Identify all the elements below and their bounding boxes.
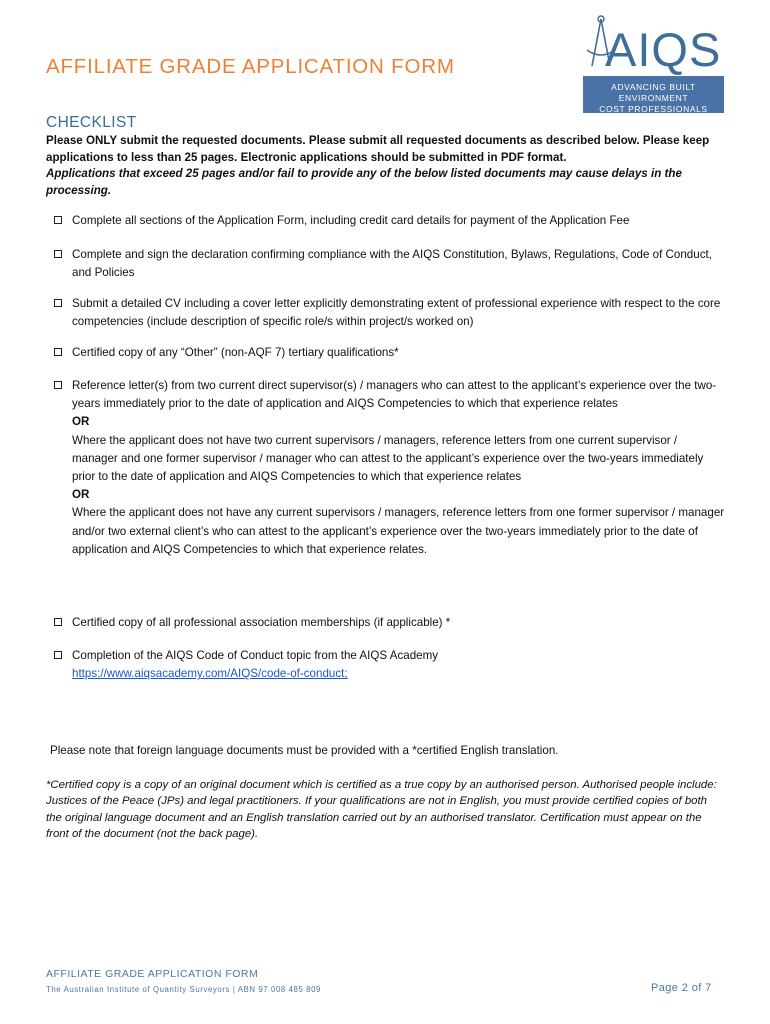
checkbox[interactable] [54,250,62,258]
reference-alternative-2: Where the applicant does not have any current supervisors / managers, reference letters from one former supervisor / manager and/or two external client’s who can attest to the applicant’s experience over the two-years immediately prior to the date of application and AIQS Competencies to which that experience relates. [72,506,725,556]
academy-link[interactable]: https://www.aiqsacademy.com/AIQS/code-of-conduct; [72,667,348,681]
checklist-item [54,647,726,683]
intro-instructions: Please ONLY submit the requested documents. Please submit all requested documents as described below. Please keep applications to less than 25 pages. Electronic applications should be submitted in PDF format. [46,134,710,164]
footer-title: AFFILIATE GRADE APPLICATION FORM [46,968,259,980]
checklist-item [54,246,726,282]
checkbox[interactable] [54,216,62,224]
aiqs-logo [583,14,724,114]
translation-note: Please note that foreign language documents must be provided with a *certified English translation. [50,744,559,757]
checkbox[interactable] [54,299,62,307]
certified-copy-footnote: *Certified copy is a copy of an original document which is certified as a true copy by an authorised person. Authorised people include: Justices of the Peace (JPs) and legal practitioners. If your qualifications are not in English, you must provide certified copies of both the original language document and an English translation carried out by an authorised translator. Certification must appear on the front of the document (not the back page). [46,779,717,840]
checklist-item-body [72,647,726,683]
logo-tagline-line-2: COST PROFESSIONALS [599,104,708,114]
checklist-intro [46,133,736,199]
checkbox[interactable] [54,618,62,626]
checklist-item-text: Certified copy of any “Other” (non-AQF 7) tertiary qualifications* [72,346,399,359]
logo-tagline-line-1: ADVANCING BUILT ENVIRONMENT [611,82,696,103]
checklist-item-text: Completion of the AIQS Code of Conduct topic from the AIQS Academy [72,649,439,662]
logo-wordmark: AIQS [605,23,722,76]
or-label: OR [72,415,90,429]
page-number: Page 2 of 7 [651,982,712,994]
reference-letter-requirement: Reference letter(s) from two current direct supervisor(s) / managers who can attest to the applicant’s experience over the two-years immediately prior to the date of application and AIQS Competencies to which that experience relates [72,379,717,411]
checklist-item [54,344,726,362]
intro-warning: Applications that exceed 25 pages and/or fail to provide any of the below listed documents may cause delays in the processing. [46,167,682,197]
checklist-item-text: Certified copy of all professional association memberships (if applicable) * [72,616,451,629]
footer-org: The Australian Institute of Quantity Surveyors | ABN 97 008 485 809 [46,985,321,994]
checkbox[interactable] [54,651,62,659]
checklist-heading: CHECKLIST [46,114,137,131]
checklist-item [54,377,726,559]
page-title: AFFILIATE GRADE APPLICATION FORM [46,55,455,78]
checklist-item-text: Submit a detailed CV including a cover letter explicitly demonstrating extent of professional experience with respect to the core competencies (include description of specific role/s within project/s worked on) [72,297,721,329]
checklist-item-text: Complete all sections of the Application Form, including credit card details for payment of the Application Fee [72,214,630,227]
checklist-item-body [72,377,726,559]
checklist-item [54,295,726,331]
checklist-item [54,614,726,632]
reference-alternative-1: Where the applicant does not have two current supervisors / managers, reference letters from one current supervisor / manager and one former supervisor / manager who can attest to the applicant’s experience over the two-years immediately prior to the date of application and AIQS Competencies to which that experience relates [72,433,704,484]
checkbox[interactable] [54,348,62,356]
logo-tagline [583,76,724,113]
checklist-item-text: Complete and sign the declaration confirming compliance with the AIQS Constitution, Bylaws, Regulations, Code of Conduct, and Policies [72,248,712,280]
checklist-item [54,212,726,230]
or-label: OR [72,488,90,502]
checkbox[interactable] [54,381,62,389]
